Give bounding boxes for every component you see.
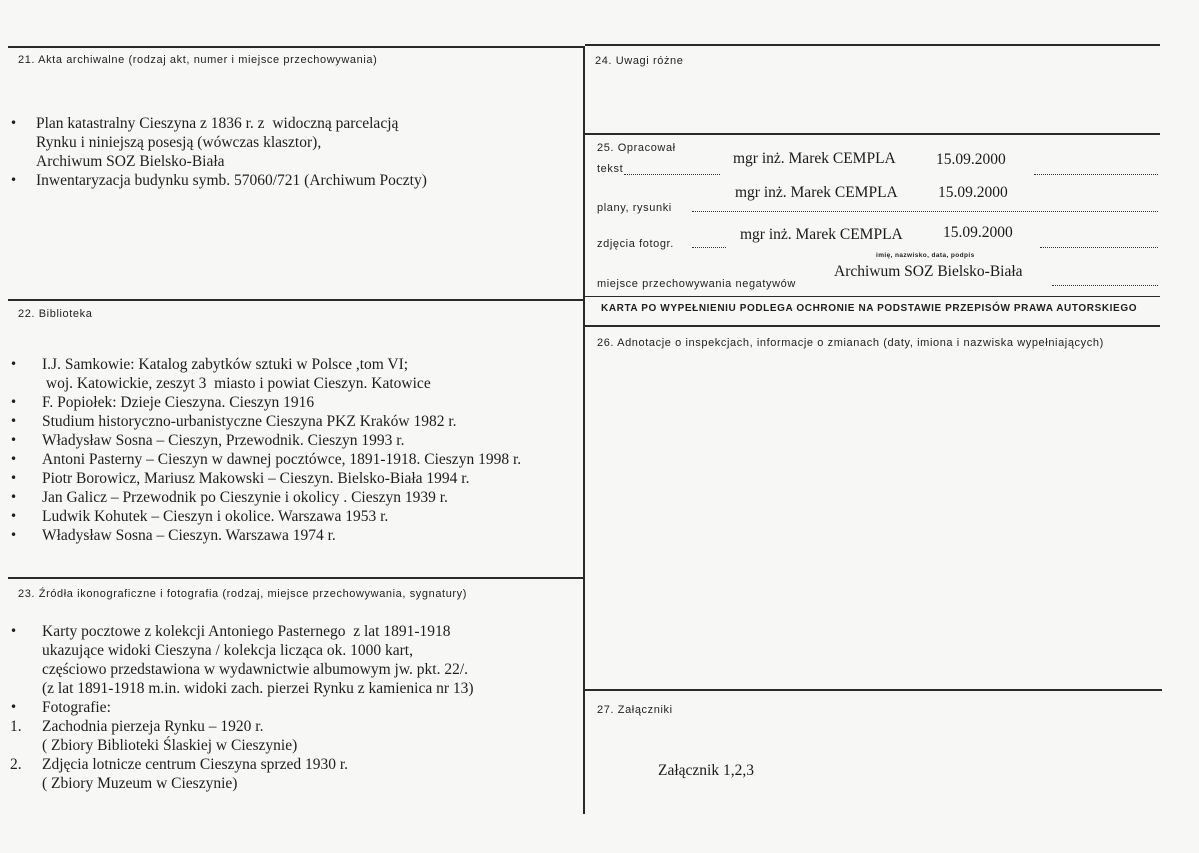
rule-22 (8, 299, 585, 301)
top-rule-left (8, 46, 585, 48)
list-item-line: I.J. Samkowie: Katalog zabytków sztuki w Polsce ,tom VI; (42, 356, 409, 373)
bibliography-list (10, 355, 580, 545)
plany-date: 15.09.2000 (938, 184, 1008, 201)
bibliography-item (10, 450, 580, 469)
rule-26 (585, 325, 1160, 327)
list-marker: 1. (10, 718, 22, 735)
list-marker: 2. (10, 756, 22, 773)
list-item-line: Karty pocztowe z kolekcji Antoniego Pasternego z lat 1891-1918 (42, 623, 451, 640)
bibliography-item (10, 526, 580, 545)
iconography-item (10, 717, 580, 755)
tekst-dots (624, 174, 720, 175)
iconography-list (10, 622, 580, 793)
list-marker: • (10, 414, 18, 428)
section-24-label: 24. Uwagi różne (595, 55, 684, 67)
list-item-line: Piotr Borowicz, Mariusz Makowski – Cieszyn. Bielsko-Biała 1994 r. (42, 470, 470, 487)
bibliography-item (10, 393, 580, 412)
list-marker: • (10, 700, 18, 714)
bibliography-item (10, 488, 580, 507)
negatives-dots (1052, 285, 1158, 286)
rule-23 (8, 577, 585, 579)
list-marker: • (10, 357, 18, 371)
list-item-line: Zdjęcia lotnicze centrum Cieszyna sprzed 1930 r. (42, 756, 349, 773)
attachments-value: Załącznik 1,2,3 (658, 762, 754, 779)
list-item-line: (z lat 1891-1918 m.in. widoki zach. pierzei Rynku z kamienica nr 13) (42, 680, 474, 697)
negatives-value: Archiwum SOZ Bielsko-Biała (834, 263, 1023, 280)
list-marker: • (10, 452, 18, 466)
tekst-label: tekst (597, 163, 624, 175)
list-item-line: Władysław Sosna – Cieszyn. Warszawa 1974 r. (42, 527, 336, 544)
signature-hint: imię, nazwisko, data, podpis (876, 252, 975, 259)
list-item-line: Plan katastralny Cieszyna z 1836 r. z widoczną parcelacją (36, 115, 399, 132)
section-27-label: 27. Załączniki (597, 704, 673, 716)
section-23-label: 23. Źródła ikonograficzne i fotografia (rodzaj, miejsce przechowywania, sygnatury) (18, 588, 468, 600)
rule-27 (585, 689, 1162, 691)
tekst-date: 15.09.2000 (936, 151, 1006, 168)
copyright-notice: KARTA PO WYPEŁNIENIU PODLEGA OCHRONIE NA PODSTAWIE PRZEPISÓW PRAWA AUTORSKIEGO (601, 303, 1138, 314)
list-item-line: Antoni Pasterny – Cieszyn w dawnej pocztówce, 1891-1918. Cieszyn 1998 r. (42, 451, 522, 468)
section-21-list (10, 114, 580, 190)
archival-record-item (10, 171, 580, 190)
iconography-item (10, 622, 580, 698)
zdjecia-date: 15.09.2000 (943, 224, 1013, 241)
bibliography-item (10, 412, 580, 431)
list-item-line: Inwentaryzacja budynku symb. 57060/721 (Archiwum Poczty) (36, 172, 427, 189)
list-marker: • (10, 173, 18, 187)
iconography-item (10, 755, 580, 793)
section-25-label: 25. Opracował (597, 142, 676, 154)
list-item-line: Rynku i niniejszą posesją (wówczas klasztor), (36, 134, 322, 151)
negatives-label: miejsce przechowywania negatywów (597, 278, 796, 290)
list-marker: • (10, 509, 18, 523)
list-item-line: Zachodnia pierzeja Rynku – 1920 r. (42, 718, 264, 735)
rule-25 (585, 133, 1160, 135)
list-item-line: F. Popiołek: Dzieje Cieszyna. Cieszyn 1916 (42, 394, 315, 411)
list-item-line: Ludwik Kohutek – Cieszyn i okolice. Warszawa 1953 r. (42, 508, 389, 525)
zdjecia-author: mgr inż. Marek CEMPLA (740, 226, 903, 243)
archival-records-list (10, 114, 580, 190)
bibliography-item (10, 355, 580, 393)
list-item-line: ukazujące widoki Cieszyna / kolekcja licząca ok. 1000 kart, (42, 642, 413, 659)
plany-author: mgr inż. Marek CEMPLA (735, 184, 898, 201)
section-21-label: 21. Akta archiwalne (rodzaj akt, numer i miejsce przechowywania) (18, 54, 378, 66)
zdjecia-dots (692, 247, 726, 248)
bibliography-item (10, 431, 580, 450)
list-marker: • (10, 395, 18, 409)
plany-label: plany, rysunki (597, 202, 672, 214)
zdjecia-date-dots (1040, 247, 1158, 248)
list-item-line: ( Zbiory Muzeum w Cieszynie) (42, 775, 238, 792)
list-marker: • (10, 490, 18, 504)
column-divider (583, 46, 585, 814)
list-item-line: Władysław Sosna – Cieszyn, Przewodnik. Cieszyn 1993 r. (42, 432, 405, 449)
list-item-line: Archiwum SOZ Bielsko-Biała (36, 153, 225, 170)
iconography-item (10, 698, 580, 717)
list-marker: • (10, 433, 18, 447)
list-marker: • (10, 528, 18, 542)
zdjecia-label: zdjęcia fotogr. (597, 238, 674, 250)
list-item-line: ( Zbiory Biblioteki Ślaskiej w Cieszynie) (42, 737, 298, 754)
bibliography-item (10, 469, 580, 488)
list-item-line: Fotografie: (42, 699, 111, 716)
list-marker: • (10, 116, 18, 130)
rule-copyright (585, 296, 1160, 297)
archival-record-item (10, 114, 580, 171)
list-marker: • (10, 624, 18, 638)
list-item-line: Jan Galicz – Przewodnik po Cieszynie i okolicy . Cieszyn 1939 r. (42, 489, 448, 506)
section-22-label: 22. Biblioteka (18, 308, 93, 320)
top-rule-right (585, 44, 1160, 46)
bibliography-item (10, 507, 580, 526)
plany-dots (692, 211, 1158, 212)
list-marker: • (10, 471, 18, 485)
tekst-date-dots (1034, 174, 1158, 175)
section-23-list (10, 622, 580, 793)
list-item-line: woj. Katowickie, zeszyt 3 miasto i powiat Cieszyn. Katowice (42, 375, 431, 392)
section-26-label: 26. Adnotacje o inspekcjach, informacje o zmianach (daty, imiona i nazwiska wypełniających) (597, 337, 1104, 349)
tekst-author: mgr inż. Marek CEMPLA (733, 150, 896, 167)
section-22-list (10, 355, 580, 545)
list-item-line: Studium historyczno-urbanistyczne Cieszyna PKZ Kraków 1982 r. (42, 413, 457, 430)
list-item-line: częściowo przedstawiona w wydawnictwie albumowym jw. pkt. 22/. (42, 661, 469, 678)
